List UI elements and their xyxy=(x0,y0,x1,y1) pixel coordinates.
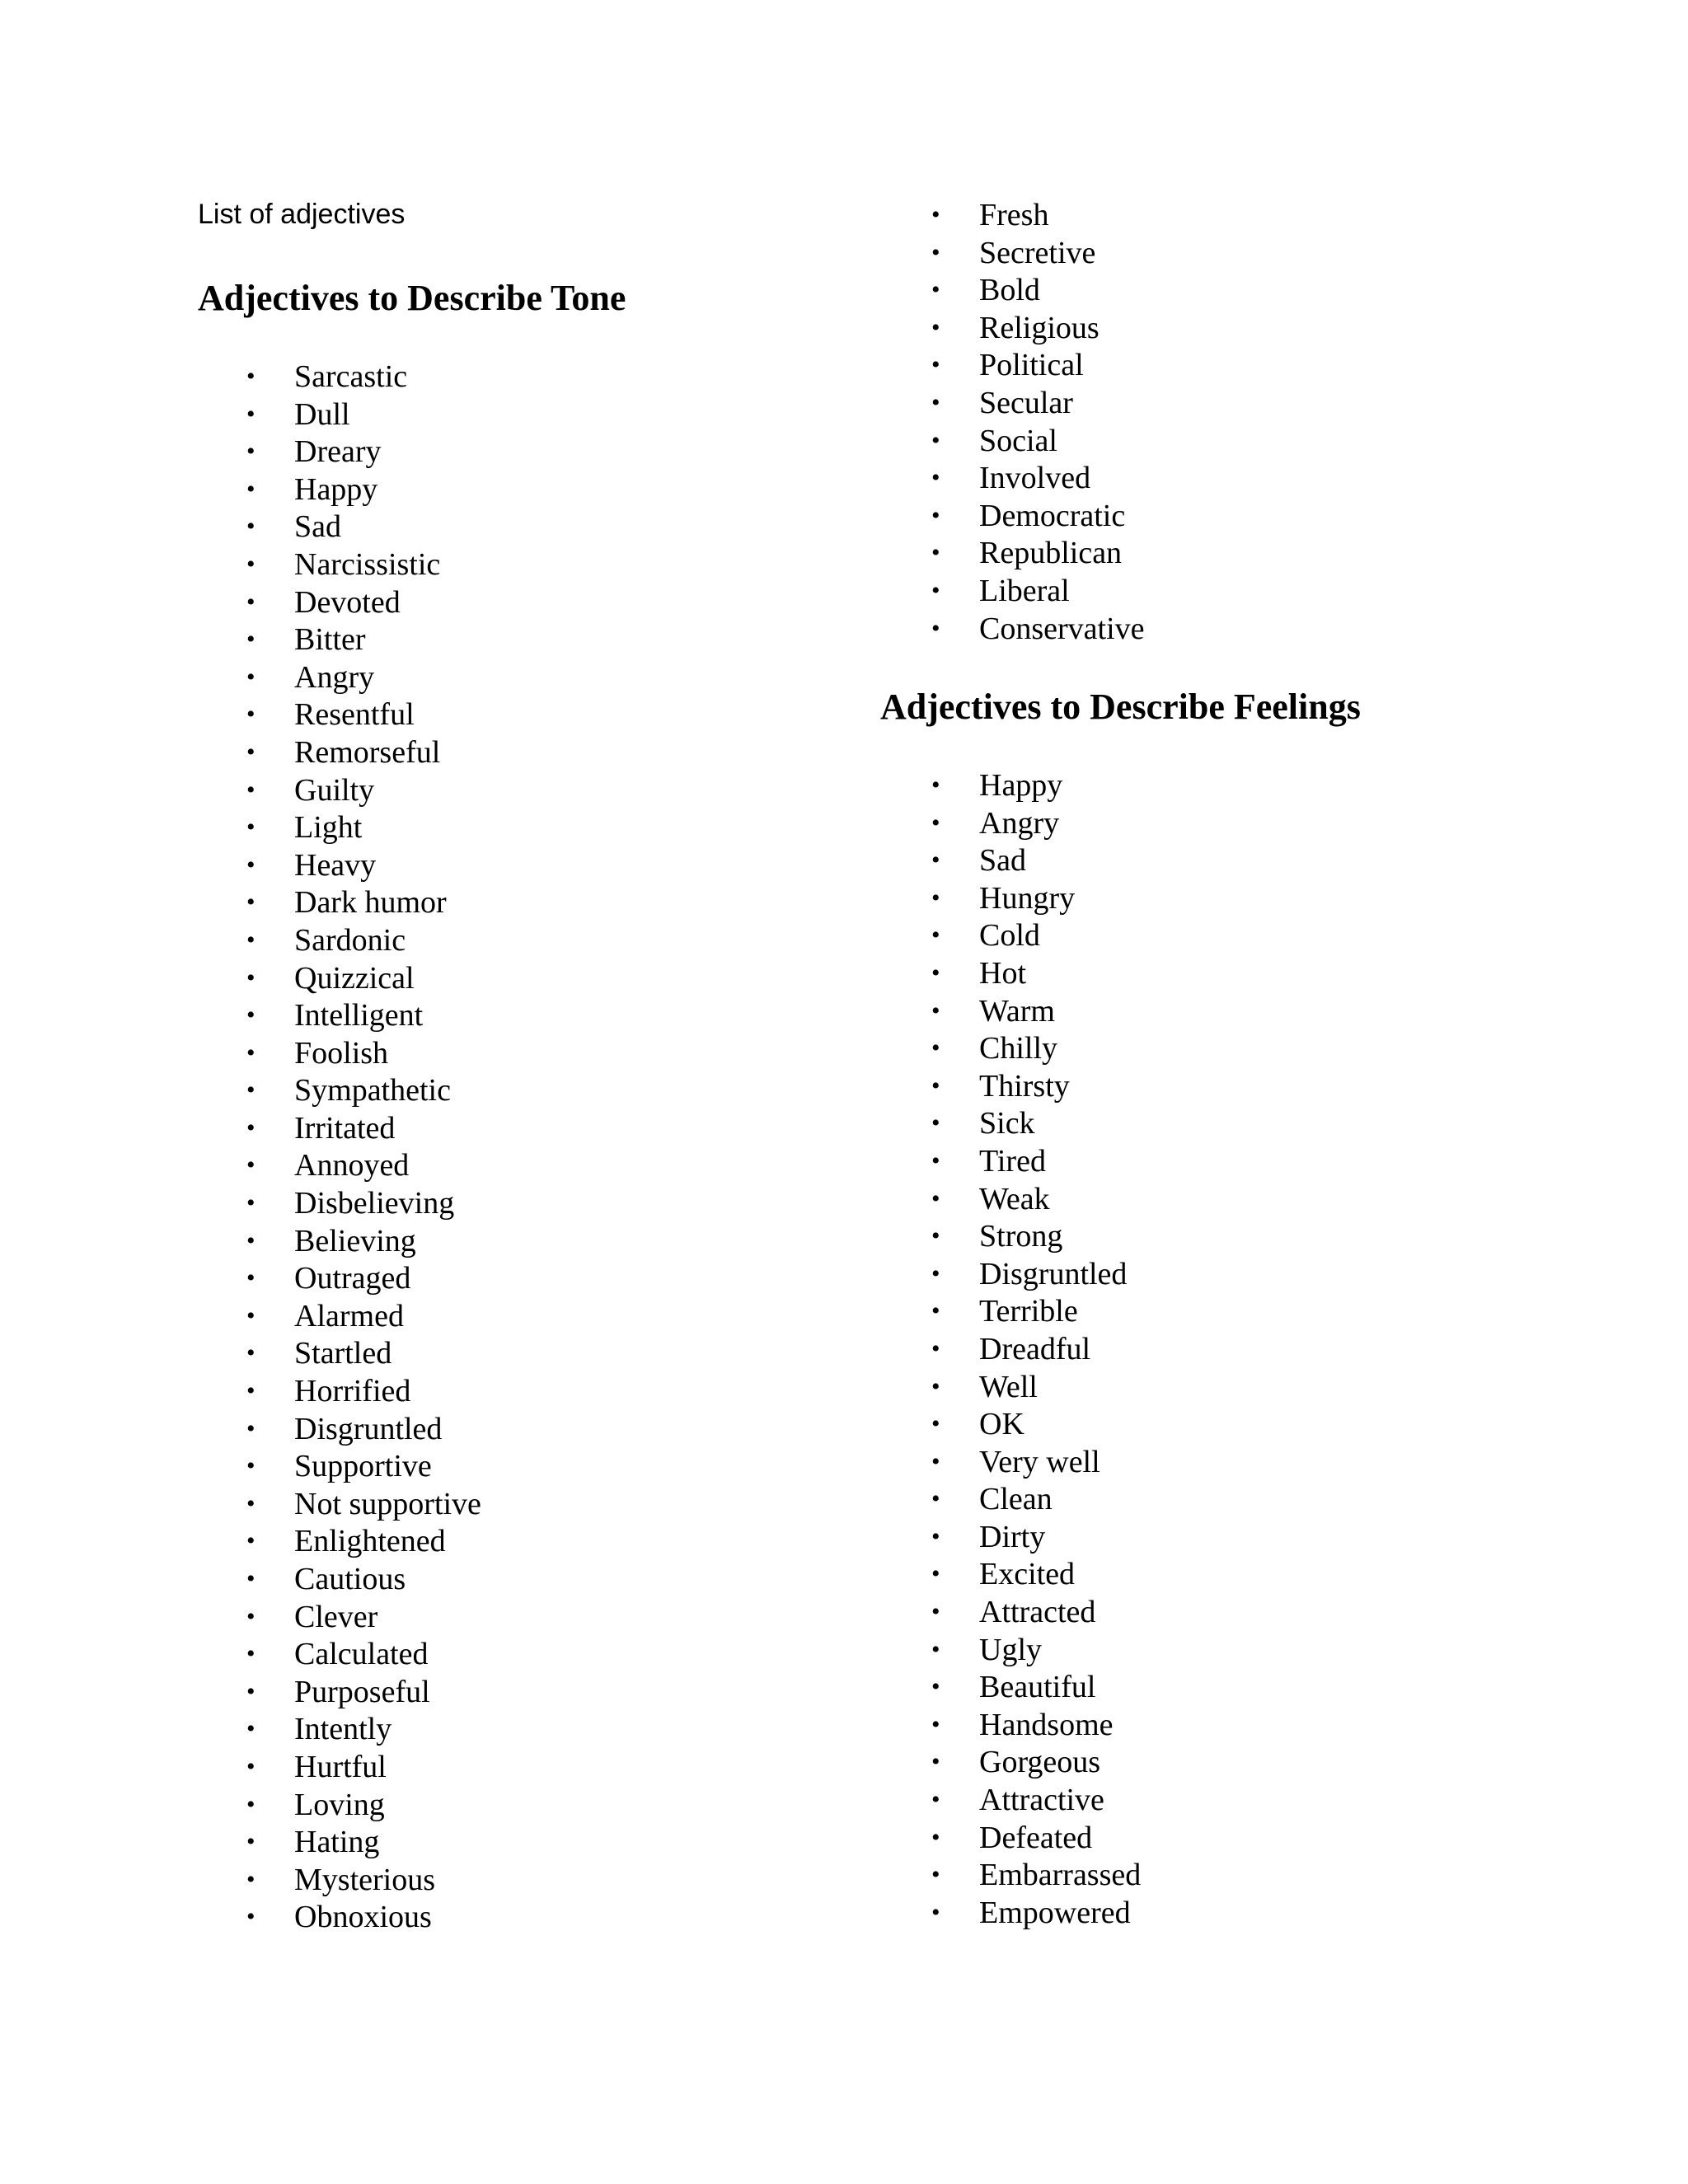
bullet-icon: • xyxy=(931,1748,940,1776)
list-item xyxy=(931,841,1141,879)
list-item xyxy=(246,1673,481,1711)
list-item xyxy=(931,422,1145,460)
list-item-label: Horrified xyxy=(294,1374,411,1409)
list-item-label: Empowered xyxy=(979,1895,1131,1930)
list-item-label: Disgruntled xyxy=(294,1411,443,1446)
list-item xyxy=(246,808,481,846)
bullet-icon: • xyxy=(246,1189,256,1217)
bullet-icon: • xyxy=(931,1259,940,1287)
list-item-label: Outraged xyxy=(294,1261,411,1296)
list-item-label: Involved xyxy=(979,461,1091,496)
list-item xyxy=(931,1668,1141,1706)
list-item-label: Secretive xyxy=(979,235,1096,270)
list-item-label: Hungry xyxy=(979,880,1076,916)
list-item xyxy=(246,733,481,771)
list-item xyxy=(246,1598,481,1636)
list-item-label: Guilty xyxy=(294,772,375,808)
bullet-icon: • xyxy=(931,501,940,529)
list-item xyxy=(246,771,481,809)
bullet-icon: • xyxy=(931,1560,940,1588)
list-item-label: Excited xyxy=(979,1557,1076,1592)
bullet-icon: • xyxy=(246,851,256,879)
list-item xyxy=(246,1410,481,1448)
bullet-icon: • xyxy=(246,1001,256,1029)
list-item-label: Attractive xyxy=(979,1783,1104,1818)
bullet-icon: • xyxy=(931,201,940,228)
list-item-label: Chilly xyxy=(979,1031,1058,1066)
list-item xyxy=(246,1071,481,1109)
list-item-label: Loving xyxy=(294,1787,385,1822)
list-item xyxy=(246,1522,481,1560)
list-item-label: Weak xyxy=(979,1181,1050,1216)
list-item-label: Gorgeous xyxy=(979,1745,1101,1780)
list-item-label: Strong xyxy=(979,1219,1063,1254)
bullet-icon: • xyxy=(931,539,940,567)
list-item-label: Hating xyxy=(294,1825,380,1860)
list-item xyxy=(246,1748,481,1786)
bullet-icon: • xyxy=(246,1414,256,1442)
list-item xyxy=(931,271,1145,309)
bullet-icon: • xyxy=(246,1865,256,1893)
list-item-label: Light xyxy=(294,810,363,846)
bullet-icon: • xyxy=(931,614,940,642)
list-item xyxy=(246,1786,481,1824)
list-item-label: Cautious xyxy=(294,1562,406,1596)
bullet-icon: • xyxy=(246,1113,256,1141)
list-item-label: Sympathetic xyxy=(294,1073,451,1108)
bullet-icon: • xyxy=(931,1673,940,1701)
list-item-label: Disbelieving xyxy=(294,1186,455,1221)
list-item xyxy=(246,1485,481,1523)
list-item xyxy=(931,916,1141,954)
bullet-icon: • xyxy=(931,846,940,874)
list-item xyxy=(931,1518,1141,1556)
bullet-icon: • xyxy=(931,1146,940,1174)
list-item xyxy=(246,921,481,959)
bullet-icon: • xyxy=(246,626,256,654)
bullet-icon: • xyxy=(246,1301,256,1329)
list-item-label: Purposeful xyxy=(294,1674,430,1709)
list-item-label: Believing xyxy=(294,1223,416,1258)
bullet-icon: • xyxy=(931,576,940,604)
list-item xyxy=(931,804,1141,842)
bullet-icon: • xyxy=(246,513,256,541)
list-item xyxy=(246,1635,481,1673)
list-item-label: Dark humor xyxy=(294,885,447,921)
list-item-label: Dull xyxy=(294,396,350,432)
bullet-icon: • xyxy=(931,351,940,379)
list-item-label: Quizzical xyxy=(294,960,415,996)
bullet-icon: • xyxy=(931,1898,940,1926)
list-item-label: Sad xyxy=(294,509,341,545)
bullet-icon: • xyxy=(931,388,940,416)
list-item xyxy=(931,196,1145,234)
list-item-label: Hot xyxy=(979,955,1026,991)
tone-section-heading: Adjectives to Describe Tone xyxy=(198,278,626,318)
list-item-label: Political xyxy=(979,348,1084,383)
list-item-label: Disgruntled xyxy=(979,1256,1128,1291)
list-item-label: Beautiful xyxy=(979,1670,1096,1705)
list-item xyxy=(246,1222,481,1260)
list-item-label: Sad xyxy=(979,843,1026,879)
bullet-icon: • xyxy=(246,1076,256,1104)
list-item xyxy=(246,1146,481,1184)
list-item-label: Thirsty xyxy=(979,1068,1070,1104)
list-item xyxy=(931,1555,1141,1593)
list-item-label: Bold xyxy=(979,273,1040,308)
list-item-label: Annoyed xyxy=(294,1148,410,1183)
list-item xyxy=(931,1029,1141,1067)
bullet-icon: • xyxy=(931,996,940,1024)
tone-adjective-list xyxy=(246,358,481,1936)
list-item xyxy=(246,1034,481,1072)
bullet-icon: • xyxy=(931,1861,940,1889)
list-item-label: Defeated xyxy=(979,1820,1093,1855)
bullet-icon: • xyxy=(246,1489,256,1517)
feelings-section-heading: Adjectives to Describe Feelings xyxy=(880,687,1361,727)
bullet-icon: • xyxy=(246,1452,256,1480)
list-item-label: Intelligent xyxy=(294,998,424,1033)
feelings-adjective-list xyxy=(931,766,1142,1931)
list-item xyxy=(931,1217,1141,1255)
list-item xyxy=(931,534,1145,572)
list-item xyxy=(246,471,481,509)
list-item xyxy=(931,1443,1141,1481)
list-item-label: Tired xyxy=(979,1143,1046,1179)
list-item-label: Remorseful xyxy=(294,734,441,770)
bullet-icon: • xyxy=(931,1710,940,1738)
bullet-icon: • xyxy=(246,1715,256,1743)
list-item-label: Happy xyxy=(294,471,378,507)
list-item-label: Ugly xyxy=(979,1632,1042,1667)
list-item-label: Supportive xyxy=(294,1449,432,1484)
bullet-icon: • xyxy=(931,1109,940,1137)
bullet-icon: • xyxy=(246,701,256,729)
list-item xyxy=(246,358,481,396)
bullet-icon: • xyxy=(931,1522,940,1550)
bullet-icon: • xyxy=(931,1334,940,1362)
list-item xyxy=(931,1292,1141,1330)
bullet-icon: • xyxy=(246,438,256,466)
list-item xyxy=(246,846,481,884)
list-item xyxy=(246,1710,481,1748)
bullet-icon: • xyxy=(931,883,940,912)
list-item-label: Liberal xyxy=(979,573,1070,608)
bullet-icon: • xyxy=(931,1447,940,1475)
bullet-icon: • xyxy=(931,1485,940,1513)
list-item xyxy=(246,621,481,658)
list-item xyxy=(931,234,1145,272)
bullet-icon: • xyxy=(931,276,940,304)
list-item xyxy=(931,992,1141,1030)
bullet-icon: • xyxy=(246,475,256,503)
list-item xyxy=(931,384,1145,422)
list-item xyxy=(246,996,481,1034)
list-item xyxy=(246,658,481,696)
list-item-label: Not supportive xyxy=(294,1486,481,1521)
list-item-label: Democratic xyxy=(979,498,1126,533)
list-item-label: Cold xyxy=(979,918,1040,954)
list-item-label: Conservative xyxy=(979,611,1145,646)
list-item xyxy=(246,1372,481,1410)
bullet-icon: • xyxy=(246,1565,256,1592)
list-item xyxy=(246,1334,481,1372)
bullet-icon: • xyxy=(931,1635,940,1663)
bullet-icon: • xyxy=(931,1184,940,1212)
list-item xyxy=(931,610,1145,648)
list-item-label: Irritated xyxy=(294,1110,396,1146)
bullet-icon: • xyxy=(246,550,256,578)
list-item-label: Fresh xyxy=(979,198,1049,232)
list-item xyxy=(246,583,481,621)
list-item-label: Sarcastic xyxy=(294,359,408,394)
bullet-icon: • xyxy=(246,1602,256,1630)
list-item xyxy=(246,433,481,471)
list-item xyxy=(931,1631,1141,1669)
list-item xyxy=(931,459,1145,497)
list-item xyxy=(931,766,1141,804)
list-item-label: Clean xyxy=(979,1482,1053,1517)
bullet-icon: • xyxy=(246,1790,256,1818)
bullet-icon: • xyxy=(246,1527,256,1555)
bullet-icon: • xyxy=(246,1339,256,1367)
list-item-label: Social xyxy=(979,423,1057,458)
list-item-label: Handsome xyxy=(979,1707,1114,1742)
list-item-label: Very well xyxy=(979,1444,1100,1479)
bullet-icon: • xyxy=(931,1786,940,1814)
list-item-label: Narcissistic xyxy=(294,546,441,582)
list-item xyxy=(931,1104,1141,1142)
list-item xyxy=(931,1405,1141,1443)
list-item xyxy=(931,309,1145,347)
list-item xyxy=(931,1593,1141,1631)
list-item xyxy=(931,1142,1141,1180)
bullet-icon: • xyxy=(931,1823,940,1851)
list-item xyxy=(931,1819,1141,1857)
list-item-label: Enlightened xyxy=(294,1524,446,1559)
list-item xyxy=(931,1743,1141,1781)
list-item xyxy=(246,883,481,921)
list-item xyxy=(931,954,1141,992)
list-item-label: Republican xyxy=(979,536,1123,571)
list-item xyxy=(246,1560,481,1598)
list-item xyxy=(931,1480,1141,1518)
bullet-icon: • xyxy=(246,1226,256,1254)
bullet-icon: • xyxy=(931,1297,940,1325)
bullet-icon: • xyxy=(931,464,940,492)
bullet-icon: • xyxy=(931,1071,940,1099)
list-item xyxy=(246,1297,481,1335)
list-item-label: Dirty xyxy=(979,1519,1046,1554)
list-item xyxy=(931,1255,1141,1293)
bullet-icon: • xyxy=(931,771,940,799)
bullet-icon: • xyxy=(246,400,256,428)
list-item-label: Warm xyxy=(979,993,1055,1029)
list-item xyxy=(246,1861,481,1899)
bullet-icon: • xyxy=(246,1377,256,1405)
bullet-icon: • xyxy=(931,1598,940,1626)
list-item-label: Terrible xyxy=(979,1294,1078,1329)
list-item xyxy=(931,346,1145,384)
list-item-label: Intently xyxy=(294,1712,392,1747)
list-item xyxy=(246,959,481,997)
list-item xyxy=(931,1894,1141,1932)
bullet-icon: • xyxy=(246,888,256,916)
list-item xyxy=(931,879,1141,917)
bullet-icon: • xyxy=(246,1828,256,1856)
list-item-label: Resentful xyxy=(294,697,415,733)
list-item-label: Embarrassed xyxy=(979,1858,1142,1893)
list-item-label: Secular xyxy=(979,385,1073,420)
list-item xyxy=(931,1706,1141,1744)
list-item-label: Angry xyxy=(979,805,1060,841)
bullet-icon: • xyxy=(246,1752,256,1780)
list-item-label: Hurtful xyxy=(294,1749,387,1784)
list-item xyxy=(931,572,1145,610)
list-item-label: Devoted xyxy=(294,584,401,620)
list-item xyxy=(931,497,1145,535)
list-item xyxy=(931,1856,1142,1894)
bullet-icon: • xyxy=(931,313,940,341)
list-item xyxy=(246,546,481,583)
bullet-icon: • xyxy=(931,808,940,837)
document-label: List of adjectives xyxy=(198,199,406,230)
bullet-icon: • xyxy=(931,238,940,266)
bullet-icon: • xyxy=(931,958,940,987)
bullet-icon: • xyxy=(246,1264,256,1292)
list-item-label: OK xyxy=(979,1407,1025,1442)
list-item-label: Attracted xyxy=(979,1595,1096,1630)
list-item-label: Obnoxious xyxy=(294,1900,432,1935)
list-item xyxy=(246,1898,481,1936)
bullet-icon: • xyxy=(246,1903,256,1931)
list-item-label: Dreadful xyxy=(979,1331,1091,1366)
list-item-label: Happy xyxy=(979,768,1063,803)
list-item-label: Heavy xyxy=(294,847,377,883)
tone-adjective-list-continued xyxy=(931,196,1145,647)
bullet-icon: • xyxy=(246,663,256,691)
bullet-icon: • xyxy=(246,963,256,991)
list-item xyxy=(931,1368,1141,1406)
bullet-icon: • xyxy=(931,1410,940,1438)
list-item xyxy=(246,508,481,546)
list-item xyxy=(931,1330,1141,1368)
bullet-icon: • xyxy=(246,926,256,954)
bullet-icon: • xyxy=(246,588,256,616)
bullet-icon: • xyxy=(931,426,940,454)
bullet-icon: • xyxy=(246,1151,256,1179)
list-item xyxy=(246,1184,481,1222)
list-item-label: Sardonic xyxy=(294,922,406,958)
list-item-label: Well xyxy=(979,1369,1038,1404)
list-item-label: Alarmed xyxy=(294,1298,404,1333)
list-item-label: Religious xyxy=(979,310,1100,345)
list-item xyxy=(246,1823,481,1861)
bullet-icon: • xyxy=(931,1222,940,1250)
list-item xyxy=(931,1067,1141,1105)
bullet-icon: • xyxy=(246,813,256,841)
list-item-label: Calculated xyxy=(294,1637,429,1672)
list-item-label: Clever xyxy=(294,1599,378,1634)
list-item xyxy=(246,1109,481,1147)
bullet-icon: • xyxy=(931,921,940,949)
bullet-icon: • xyxy=(246,738,256,766)
list-item-label: Sick xyxy=(979,1106,1035,1141)
list-item-label: Bitter xyxy=(294,622,366,658)
list-item-label: Angry xyxy=(294,659,375,695)
bullet-icon: • xyxy=(246,363,256,390)
bullet-icon: • xyxy=(931,1372,940,1400)
bullet-icon: • xyxy=(931,1034,940,1062)
bullet-icon: • xyxy=(246,776,256,804)
bullet-icon: • xyxy=(246,1640,256,1668)
list-item xyxy=(931,1781,1141,1819)
list-item xyxy=(246,1447,481,1485)
list-item xyxy=(931,1180,1141,1218)
list-item-label: Foolish xyxy=(294,1035,389,1071)
list-item xyxy=(246,696,481,733)
list-item xyxy=(246,396,481,434)
list-item-label: Dreary xyxy=(294,434,382,470)
list-item-label: Mysterious xyxy=(294,1862,435,1897)
list-item xyxy=(246,1259,481,1297)
bullet-icon: • xyxy=(246,1677,256,1705)
list-item-label: Startled xyxy=(294,1336,392,1371)
bullet-icon: • xyxy=(246,1038,256,1066)
